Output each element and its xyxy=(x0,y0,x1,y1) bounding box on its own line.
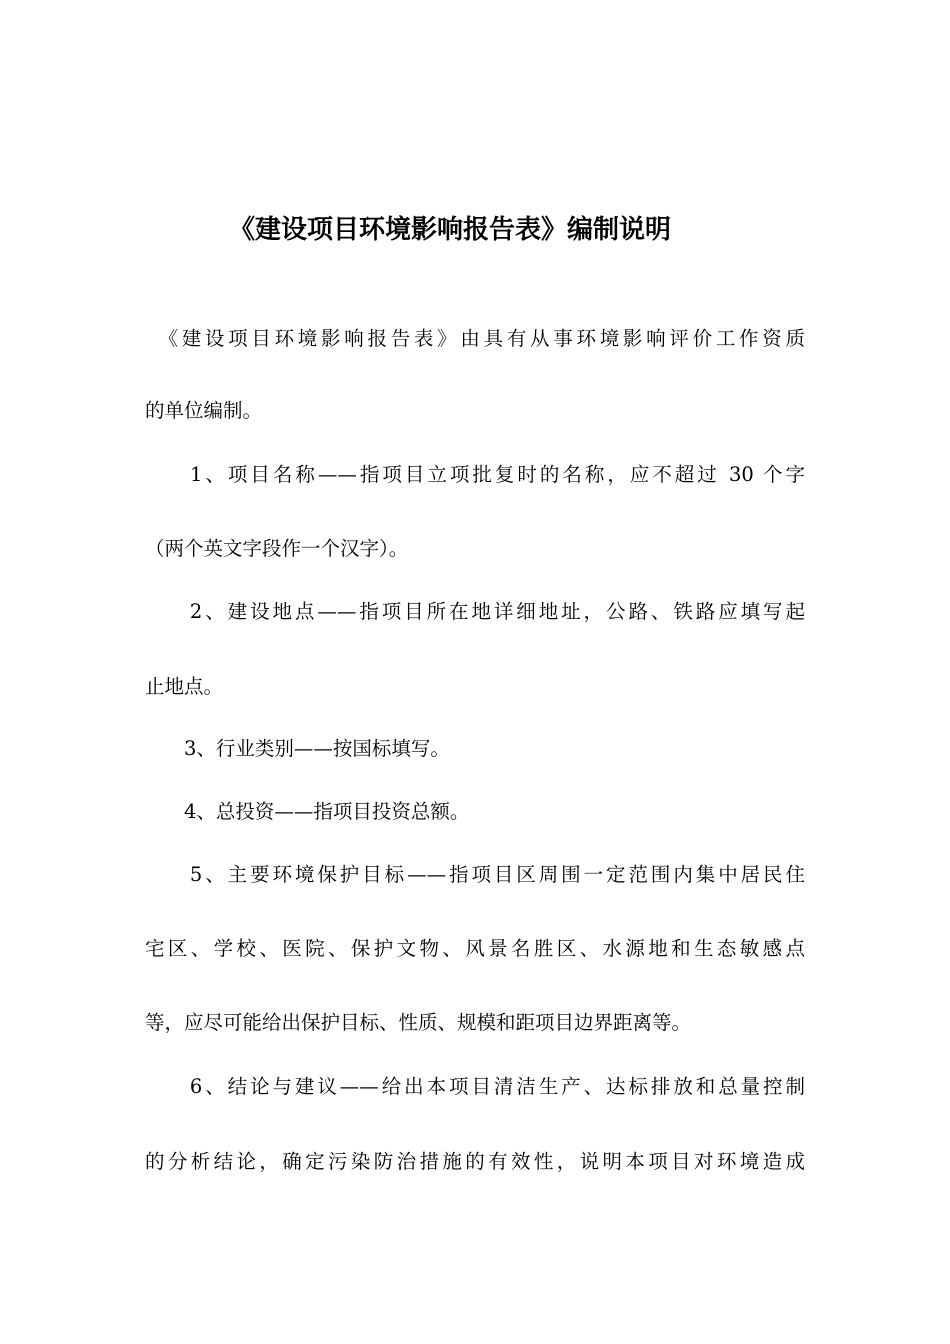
item-4-line-1: 4、总投资——指项目投资总额。 xyxy=(145,800,470,823)
item-6-line-1: 6、结论与建议——给出本项目清洁生产、达标排放和总量控制 xyxy=(145,1075,805,1098)
item-1-line-2: （两个英文字段作一个汉字）。 xyxy=(145,537,409,560)
paragraph-intro-line-1: 《建设项目环境影响报告表》由具有从事环境影响评价工作资质 xyxy=(145,327,805,350)
item-3-line-1: 3、行业类别——按国标填写。 xyxy=(145,737,450,760)
item-6-line-2: 的分析结论，确定污染防治措施的有效性，说明本项目对环境造成 xyxy=(145,1150,805,1173)
item-2-line-2: 止地点。 xyxy=(145,675,224,698)
item-5-line-2: 宅区、学校、医院、保护文物、风景名胜区、水源地和生态敏感点 xyxy=(145,937,805,960)
item-2-line-1: 2、建设地点——指项目所在地详细地址，公路、铁路应填写起 xyxy=(145,600,805,623)
item-5-line-3: 等，应尽可能给出保护目标、性质、规模和距项目边界距离等。 xyxy=(145,1011,692,1034)
item-5-line-1: 5、主要环境保护目标——指项目区周围一定范围内集中居民住 xyxy=(145,863,805,886)
item-1-line-1: 1、项目名称——指项目立项批复时的名称，应不超过 30 个字 xyxy=(145,463,805,486)
paragraph-intro-line-2: 的单位编制。 xyxy=(145,399,263,422)
document-title: 《建设项目环境影响报告表》编制说明 xyxy=(228,215,671,245)
